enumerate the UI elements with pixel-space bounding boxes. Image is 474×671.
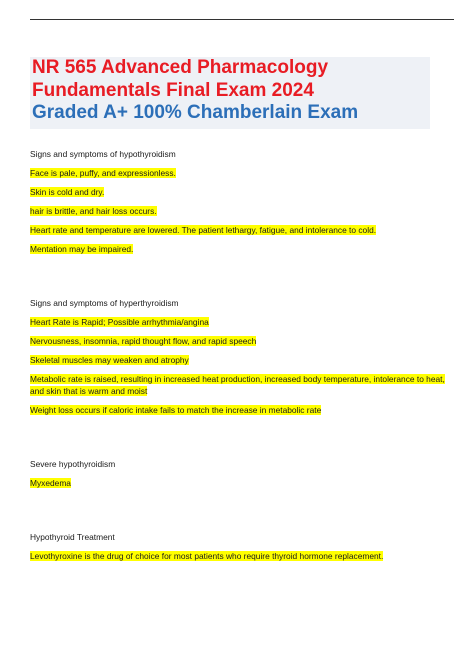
highlighted-text: Face is pale, puffy, and expressionless. bbox=[30, 168, 176, 178]
list-item bbox=[30, 335, 450, 347]
list-item bbox=[30, 167, 450, 179]
section-hyperthyroidism-signs bbox=[30, 297, 450, 416]
title-line-1: NR 565 Advanced Pharmacology bbox=[32, 57, 329, 78]
highlighted-text: Skeletal muscles may weaken and atrophy bbox=[30, 355, 189, 365]
section-heading: Severe hypothyroidism bbox=[30, 459, 116, 469]
spacer bbox=[30, 423, 450, 458]
list-item bbox=[30, 550, 450, 562]
list-item bbox=[30, 373, 450, 397]
section-heading: Signs and symptoms of hypothyroidism bbox=[30, 149, 176, 159]
highlighted-text: Levothyroxine is the drug of choice for most patients who require thyroid hormone replacement. bbox=[30, 551, 384, 561]
highlighted-text: Mentation may be impaired. bbox=[30, 244, 134, 254]
highlighted-text: Heart Rate is Rapid; Possible arrhythmia/angina bbox=[30, 317, 209, 327]
document-body bbox=[30, 148, 450, 569]
list-item bbox=[30, 243, 450, 255]
list-item bbox=[30, 354, 450, 366]
section-severe-hypothyroidism bbox=[30, 458, 450, 489]
list-item bbox=[30, 205, 450, 217]
spacer bbox=[30, 262, 450, 297]
highlighted-text: Myxedema bbox=[30, 478, 71, 488]
highlighted-text: Metabolic rate is raised, resulting in increased heat production, increased body temperature, intolerance to heat, and skin that is warm and moist bbox=[30, 374, 445, 396]
list-item bbox=[30, 316, 450, 328]
highlighted-text: Weight loss occurs if caloric intake fails to match the increase in metabolic rate bbox=[30, 405, 322, 415]
title-line-2: Fundamentals Final Exam 2024 bbox=[32, 79, 314, 101]
document-title-block bbox=[30, 57, 430, 129]
highlighted-text: Heart rate and temperature are lowered. The patient lethargy, fatigue, and intolerance to cold. bbox=[30, 225, 377, 235]
highlighted-text: Nervousness, insomnia, rapid thought flow, and rapid speech bbox=[30, 336, 257, 346]
top-divider bbox=[30, 19, 454, 20]
spacer bbox=[30, 496, 450, 531]
section-hypothyroidism-signs bbox=[30, 148, 450, 255]
list-item bbox=[30, 186, 450, 198]
list-item bbox=[30, 477, 450, 489]
section-hypothyroid-treatment bbox=[30, 531, 450, 562]
list-item bbox=[30, 224, 450, 236]
title-line-3: Graded A+ 100% Chamberlain Exam bbox=[32, 102, 359, 123]
list-item bbox=[30, 404, 450, 416]
highlighted-text: hair is brittle, and hair loss occurs. bbox=[30, 206, 157, 216]
highlighted-text: Skin is cold and dry. bbox=[30, 187, 105, 197]
section-heading: Signs and symptoms of hyperthyroidism bbox=[30, 298, 179, 308]
section-heading: Hypothyroid Treatment bbox=[30, 532, 115, 542]
